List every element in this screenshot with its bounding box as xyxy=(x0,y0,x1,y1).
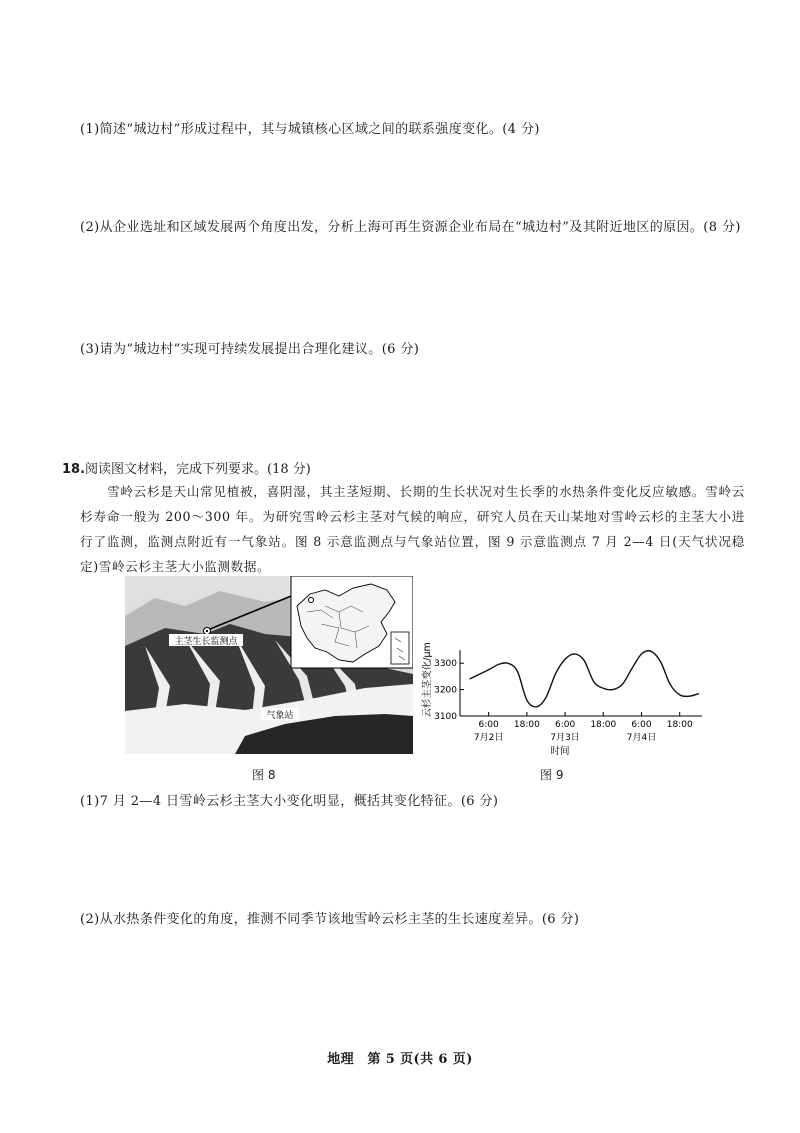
series-line xyxy=(470,651,699,707)
question-18-1: (1)7 月 2—4 日雪岭云杉主茎大小变化明显，概括其变化特征。(6 分) xyxy=(80,794,499,809)
inset-map-china xyxy=(291,576,413,668)
x-tick-label: 6:00 xyxy=(631,720,652,730)
question-18-instruction: 阅读图文材料，完成下列要求。(18 分) xyxy=(85,462,311,477)
y-tick-label: 3200 xyxy=(434,685,457,696)
question-18-2: (2)从水热条件变化的角度，推测不同季节该地雪岭云杉主茎的生长速度差异。(6 分) xyxy=(80,912,580,927)
question-18-material xyxy=(80,479,745,579)
figure-9-chart xyxy=(418,640,708,760)
y-axis-label: 云杉主茎变化/μm xyxy=(422,642,433,718)
question-18-title xyxy=(62,458,311,477)
y-tick-label: 3300 xyxy=(434,659,457,670)
figure-8-photo xyxy=(125,576,413,754)
x-tick-label: 18:00 xyxy=(666,720,693,730)
x-tick-label: 6:00 xyxy=(554,720,576,730)
x-axis-label: 时间 xyxy=(550,746,570,757)
question-number: 18. xyxy=(62,462,86,477)
y-tick-label: 3100 xyxy=(434,712,457,722)
x-tick-label: 18:00 xyxy=(590,720,617,730)
figure-8-caption: 图 8 xyxy=(252,768,276,782)
question-17-2: (2)从企业选址和区域发展两个角度出发，分析上海可再生资源企业布局在“城边村”及其附近地区的原因。(8 分) xyxy=(80,220,741,235)
material-text: 雪岭云杉是天山常见植被，喜阴湿，其主茎短期、长期的生长状况对生长季的水热条件变化反应敏感。雪岭云杉寿命一般为 200～300 年。为研究雪岭云杉主茎对气候的响应，研究人员在天山某地对雪岭云杉的主茎大小进行了监测，监测点附近有一气象站。图 8 示意监测点与气象站位置，图 9 示意监测点 7 月 2—4 日(天气状况稳定)雪岭云杉主茎大小监测数据。 xyxy=(80,484,745,574)
question-17-1: (1)简述“城边村”形成过程中，其与城镇核心区域之间的联系强度变化。(4 分) xyxy=(80,122,540,137)
date-label: 7月2日 xyxy=(473,733,504,743)
date-label: 7月3日 xyxy=(550,733,580,743)
page-footer: 地理 第 5 页(共 6 页) xyxy=(327,1052,473,1067)
x-tick-label: 18:00 xyxy=(513,720,540,730)
date-label: 7月4日 xyxy=(626,733,657,743)
figure-9-caption: 图 9 xyxy=(540,768,564,782)
question-17-3: (3)请为“城边村”实现可持续发展提出合理化建议。(6 分) xyxy=(80,342,420,357)
x-tick-label: 6:00 xyxy=(478,720,499,730)
monitor-point-label: 主茎生长监测点 xyxy=(174,637,238,647)
weather-station-label: 气象站 xyxy=(266,711,294,721)
